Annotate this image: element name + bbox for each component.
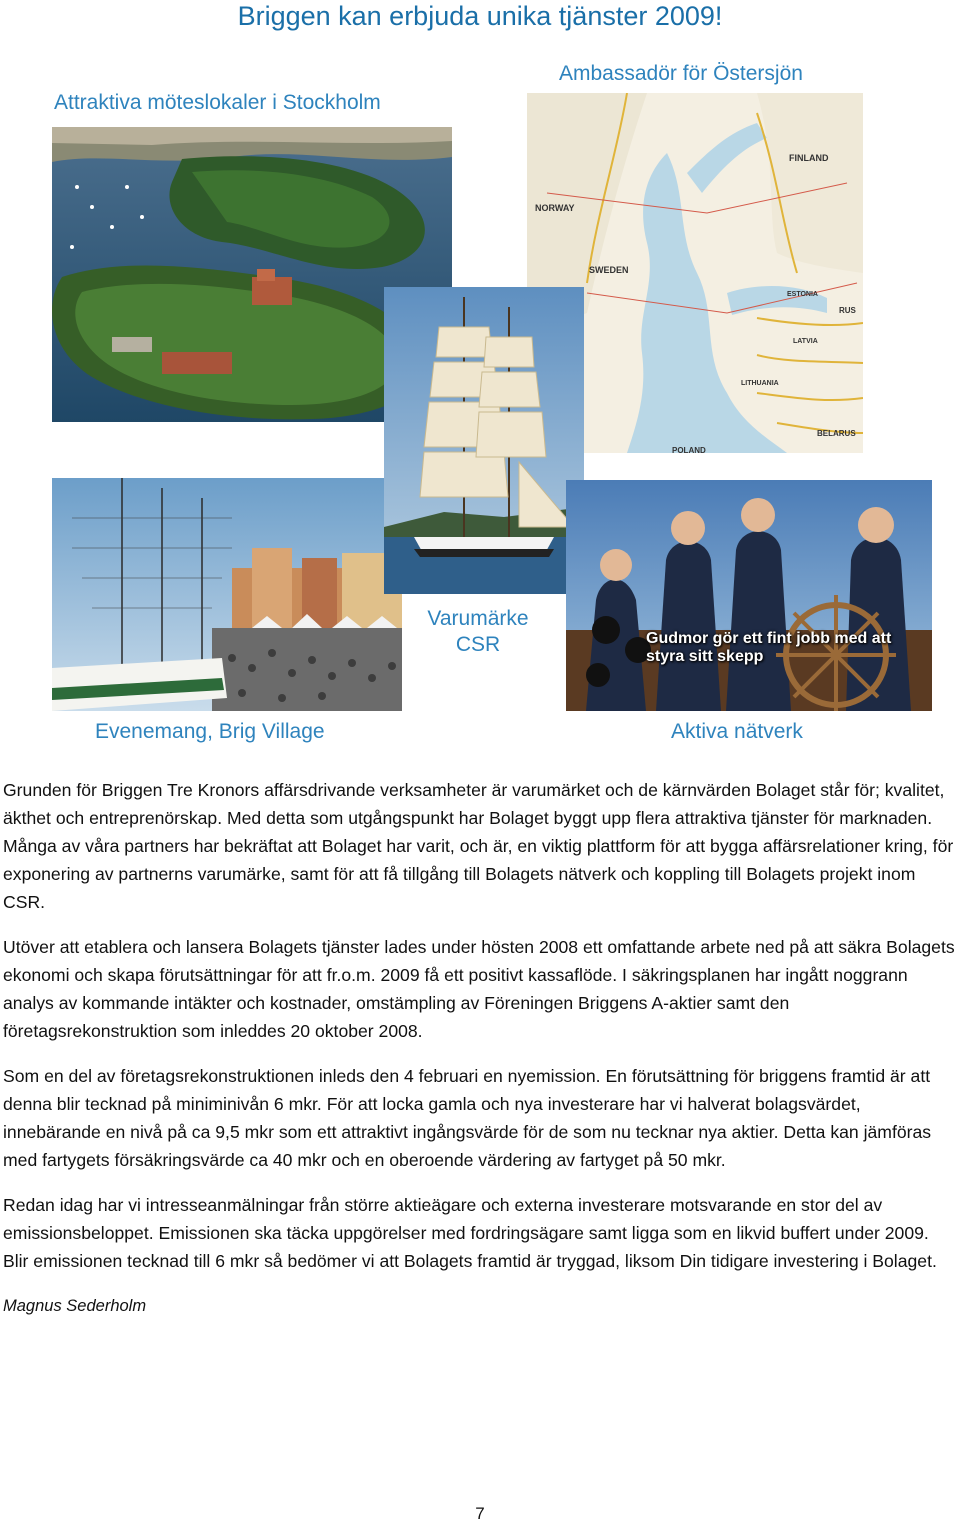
map-label-norway: NORWAY: [535, 203, 575, 213]
page-title: Briggen kan erbjuda unika tjänster 2009!: [237, 1, 723, 31]
paragraph-interest: Redan idag har vi intresseanmälningar från större aktieägare och externa investerare motsvarande en stor del av emissionsbeloppet. Emissionen ska täcka uppgörelser med fordringsägare samt ligga som en likvid buffert under 2009. Blir emissionen tecknad till 6 mkr så bedömer vi att Bolagets framtid är tryggad, liksom Din tidigare investering i Bolaget.: [3, 1195, 937, 1271]
crew-overlay-caption: Gudmor gör ett fint jobb med att styra sitt skepp: [646, 630, 892, 665]
caption-brand-csr: Varumärke CSR: [427, 607, 529, 656]
map-label-estonia: ESTONIA: [787, 291, 818, 298]
paragraph-new-issue: Som en del av företagsrekonstruktionen inleds den 4 februari en nyemission. En förutsättning för briggens framtid är att denna blir tecknad på miniminivån 6 mkr. För att locka gamla och nya investerare har vi halverat bolagsvärdet, innebärande en nivå på ca 9,5 mkr som ett attraktivt ingångsvärde för de som nu tecknar nya aktier. Detta kan jämföras med fartygets försäkringsvärde ca 40 mkr och en oberoende värdering av fartyget på 50 mkr.: [3, 1066, 932, 1170]
page-number: 7: [475, 1504, 485, 1523]
map-label-latvia: LATVIA: [793, 338, 818, 345]
map-label-finland: FINLAND: [789, 153, 829, 163]
sailing-ship-photo: [384, 287, 584, 594]
crew-at-helm-photo: [566, 480, 932, 711]
map-label-sweden: SWEDEN: [589, 265, 629, 275]
caption-baltic: Ambassadör för Östersjön: [559, 62, 803, 85]
signature: Magnus Sederholm: [3, 1297, 147, 1315]
map-label-lithuania: LITHUANIA: [741, 380, 779, 387]
paragraph-finances: Utöver att etablera och lansera Bolagets tjänster lades under hösten 2008 ett omfattande arbete ned på att säkra Bolagets ekonomi och skapa förutsättningar för att fr.o.m. 2009 få ett positivt kassaflöde. I säkringsplanen har ingått noggrann analys av kommande intäkter och kostnader, omstämpling av Föreningen Briggens A-aktier samt den företagsrekonstruktion som inleddes 20 oktober 2008.: [3, 937, 955, 1041]
caption-network: Aktiva nätverk: [671, 720, 803, 743]
map-label-belarus: BELARUS: [817, 429, 856, 438]
map-label-poland: POLAND: [672, 446, 706, 453]
events-brig-village-photo: [52, 478, 402, 711]
body-text: [3, 776, 959, 1337]
map-label-rus: RUS: [839, 306, 856, 315]
caption-stockholm: Attraktiva möteslokaler i Stockholm: [54, 91, 381, 114]
paragraph-brand: Grunden för Briggen Tre Kronors affärsdrivande verksamheter är varumärket och de kärnvärden Bolaget står för; kvalitet, äkthet och entreprenörskap. Med detta som utgångspunkt har Bolaget byggt upp flera attraktiva tjänster för marknaden. Många av våra partners har bekräftat att Bolaget har varit, och är, en viktig plattform för att bygga affärsrelationer kring, för exponering av partnerns varumärke, samt för att få tillgång till Bolagets nätverk och koppling till Bolagets projekt inom CSR.: [3, 780, 954, 912]
caption-events: Evenemang, Brig Village: [95, 720, 325, 743]
